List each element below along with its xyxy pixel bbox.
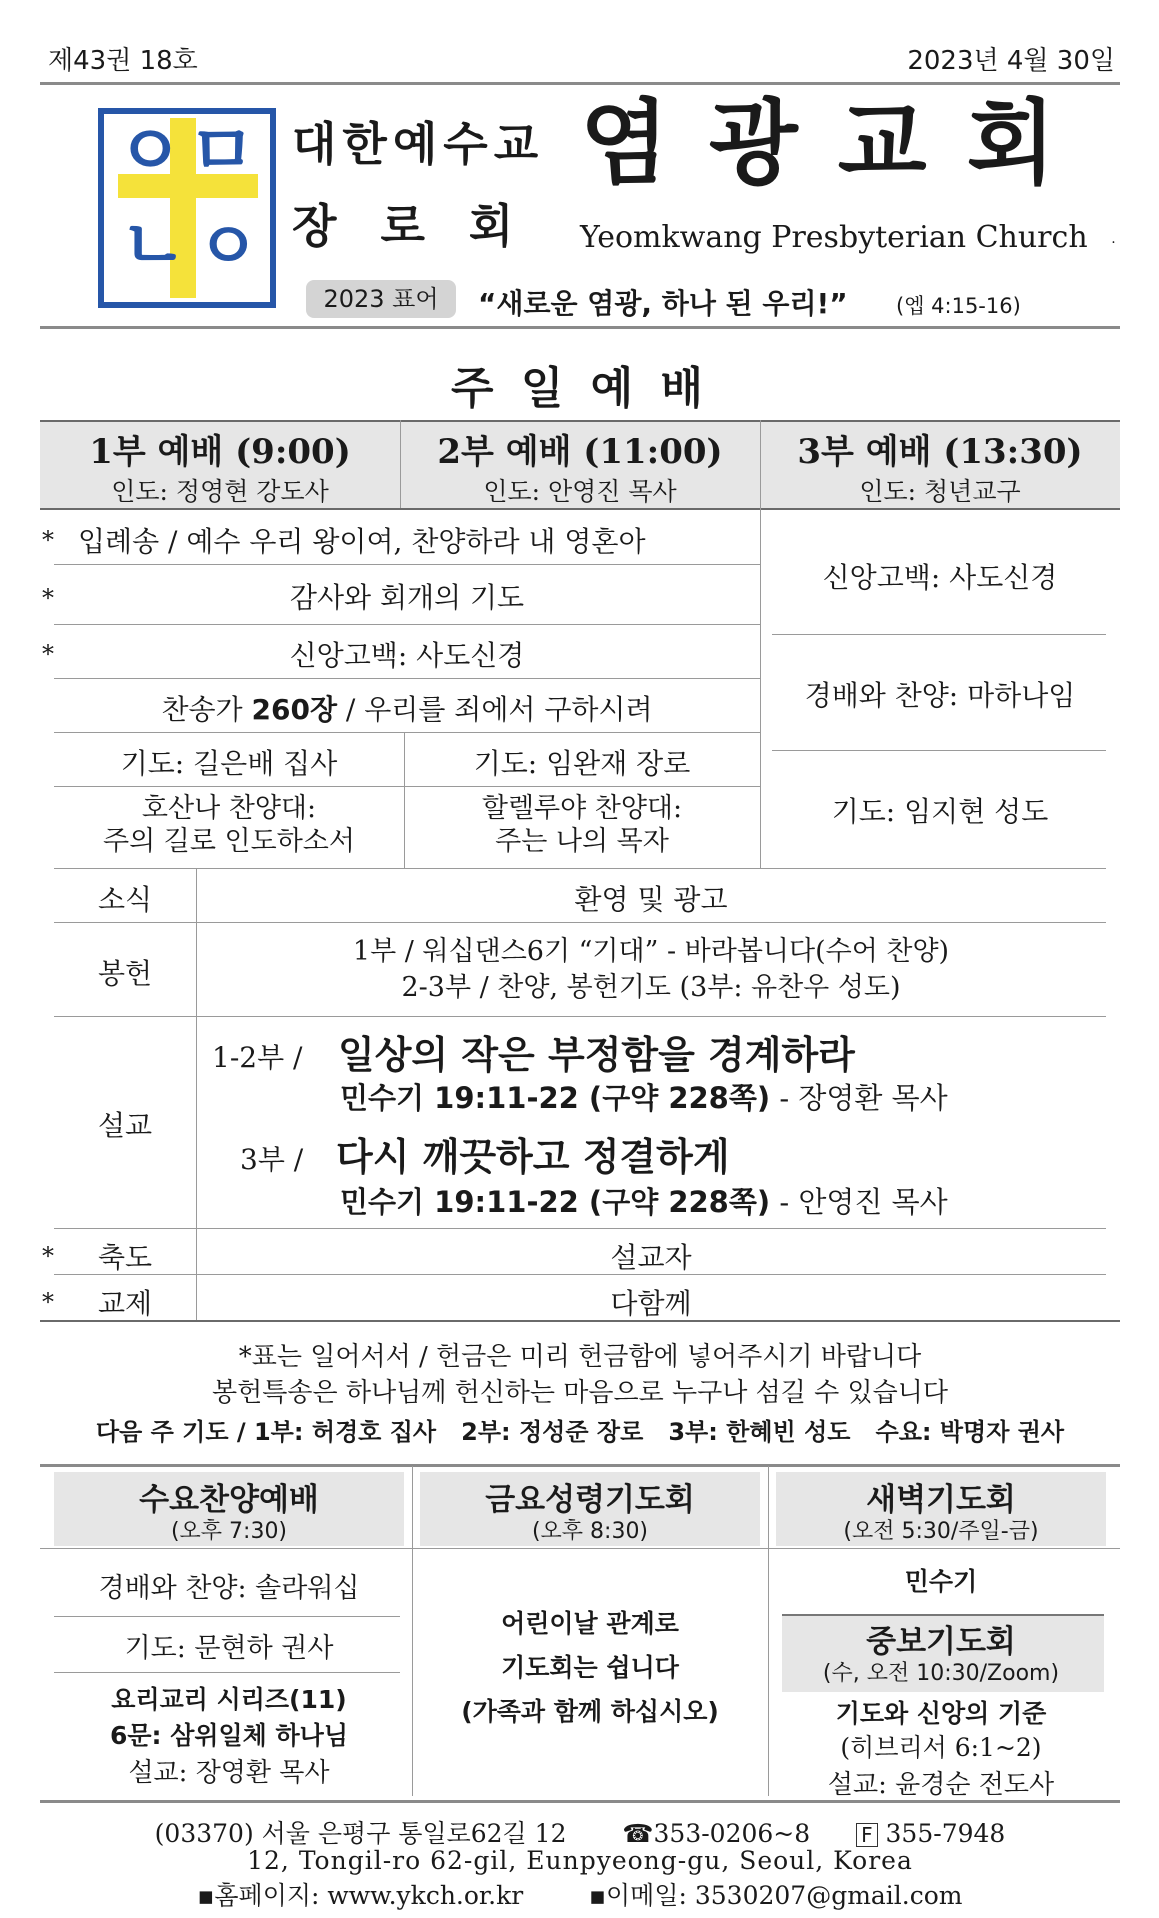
intercession-title: 중보기도회 (866, 1624, 1016, 1660)
motto-text: “새로운 염광, 하나 된 우리!” (478, 287, 848, 320)
intercession-ref: (히브리서 6:1~2) (840, 1733, 1042, 1762)
divider (54, 1228, 1106, 1229)
sermon-1-preacher: - 장영환 목사 (770, 1081, 948, 1115)
order-prayer-confession: 감사와 회개의 기도 (289, 581, 525, 614)
order-prayer-2: 기도: 임완재 장로 (473, 747, 691, 780)
intercession-preacher: 설교: 윤경순 전도사 (827, 1770, 1055, 1800)
wed-preacher: 설교: 장영환 목사 (128, 1758, 330, 1788)
divider (54, 732, 760, 733)
fellowship-label: 교제 (97, 1287, 153, 1320)
hymn-prefix: 찬송가 (161, 693, 252, 726)
divider (54, 678, 760, 679)
sermon-1-scripture (340, 1076, 948, 1117)
church-name: 염 광 교 회 (580, 90, 1060, 197)
offering-label: 봉헌 (97, 957, 153, 990)
service-1-title: 1부 예배 (9:00) (89, 432, 351, 472)
divider (772, 634, 1106, 635)
intercession-time: (수, 오전 10:30/Zoom) (822, 1661, 1060, 1686)
fellowship-text: 다함께 (610, 1287, 692, 1320)
service-3-title: 3부 예배 (13:30) (797, 432, 1083, 472)
sermon-2-preacher: - 안영진 목사 (770, 1185, 948, 1219)
footer-fax: 355-7948 (885, 1819, 1006, 1848)
third-service-worship: 경배와 찬양: 마하나임 (804, 679, 1076, 712)
sermon-2-ref: 민수기 19:11-22 (구약 228쪽) (340, 1185, 771, 1219)
divider (40, 1800, 1120, 1803)
divider (54, 1616, 400, 1617)
benediction-label: 축도 (97, 1241, 153, 1274)
footer-address-en: 12, Tongil-ro 62-gil, Eunpyeong-gu, Seoul, Korea (247, 1846, 913, 1875)
homepage-link[interactable]: ▪홈페이지: www.ykch.or.kr (197, 1881, 524, 1910)
fri-notice-2: 기도회는 쉽니다 (501, 1653, 679, 1682)
order-star: * (42, 526, 54, 554)
sermon-2-title: 다시 깨끗하고 정결하게 (336, 1135, 730, 1179)
dawn-time: (오전 5:30/주일-금) (843, 1519, 1039, 1544)
news-text: 환영 및 광고 (574, 883, 728, 916)
wed-series: 요리교리 시리즈(11) (111, 1685, 347, 1714)
logo-letter-3: ㄴ (120, 204, 188, 286)
wed-worship: 경배와 찬양: 솔라워십 (98, 1573, 360, 1604)
third-service-creed: 신앙고백: 사도신경 (822, 561, 1058, 594)
order-prayer-1: 기도: 길은배 집사 (120, 747, 338, 780)
motto-reference: (엡 4:15-16) (896, 294, 1021, 318)
fri-notice-3: (가족과 함께 하십시오) (461, 1697, 719, 1726)
email-link[interactable]: ▪이메일: 3530207@gmail.com (589, 1881, 963, 1910)
order-star: * (42, 1288, 54, 1316)
note-special-song: 봉헌특송은 하나님께 헌신하는 마음으로 누구나 섬길 수 있습니다 (212, 1378, 948, 1408)
divider (40, 326, 1120, 329)
logo-letter-2: ㅁ (188, 110, 256, 192)
footer-links (40, 1876, 1120, 1912)
order-star: * (42, 1242, 54, 1270)
divider (40, 1548, 1120, 1549)
service-2-leader: 인도: 안영진 목사 (483, 477, 677, 506)
fri-title: 금요성령기도회 (485, 1482, 695, 1518)
church-english-tail: · (1111, 235, 1116, 251)
sermon-label: 설교 (97, 1109, 153, 1142)
footer-contact (40, 1814, 1120, 1850)
divider (54, 1016, 1106, 1017)
service-2-title: 2부 예배 (11:00) (437, 432, 723, 472)
news-label: 소식 (97, 883, 153, 916)
order-opening-song: 입례송 / 예수 우리 왕이여, 찬양하라 내 영혼아 (78, 525, 646, 558)
phone-icon: ☎ (622, 1819, 654, 1848)
choir-1-song: 주의 길로 인도하소서 (103, 826, 355, 857)
hymn-title: / 우리를 죄에서 구하시려 (337, 693, 653, 726)
order-hymn (54, 688, 760, 728)
choir-1-name: 호산나 찬양대: (141, 793, 317, 824)
divider (54, 624, 760, 625)
wed-prayer: 기도: 문현하 권사 (124, 1633, 334, 1664)
footer-phone: 353-0206~8 (653, 1819, 811, 1848)
church-english-name (580, 220, 1116, 255)
next-week-prayer: 다음 주 기도 / 1부: 허경호 집사 2부: 정성준 장로 3부: 한혜빈 성도 수요: 박명자 권사 (95, 1418, 1065, 1446)
hymn-number: 260장 (251, 693, 337, 726)
choir-2-name: 할렐루야 찬양대: (481, 793, 683, 824)
wed-topic: 6문: 삼위일체 하나님 (109, 1721, 348, 1750)
wed-time: (오후 7:30) (170, 1519, 288, 1544)
order-star: * (42, 584, 54, 612)
divider (54, 1672, 400, 1673)
logo-letter-1: ㅇ (116, 110, 184, 192)
footer-address: (03370) 서울 은평구 통일로62길 12 (154, 1819, 567, 1848)
divider (40, 508, 1120, 510)
choir-1 (54, 792, 404, 858)
benediction-text: 설교자 (610, 1241, 692, 1274)
sermon-1-ref: 민수기 19:11-22 (구약 228쪽) (340, 1081, 771, 1115)
divider (54, 786, 760, 787)
offering-line-2: 2-3부 / 찬양, 봉헌기도 (3부: 유찬우 성도) (401, 972, 901, 1003)
section-title: 주 일 예 배 (451, 363, 709, 414)
issue-date: 2023년 4월 30일 (907, 46, 1115, 76)
divider (54, 564, 760, 565)
sermon-1-title: 일상의 작은 부정함을 경계하라 (338, 1033, 855, 1077)
service-3-leader: 인도: 청년교구 (859, 477, 1021, 506)
service-1-leader: 인도: 정영현 강도사 (111, 477, 329, 506)
dawn-book: 민수기 (904, 1567, 978, 1596)
sermon-2-scripture (340, 1180, 948, 1221)
note-standing: *표는 일어서서 / 헌금은 미리 헌금함에 넣어주시기 바랍니다 (238, 1342, 922, 1372)
choir-2-song: 주는 나의 목자 (495, 826, 669, 857)
choir-2 (404, 792, 760, 858)
sermon-1-part: 1-2부 / (212, 1041, 303, 1074)
divider (54, 922, 1106, 923)
offering-text (196, 934, 1106, 1006)
divider (768, 1466, 769, 1796)
divider (412, 1466, 413, 1796)
motto-badge: 2023 표어 (306, 280, 456, 318)
denomination-line1: 대한예수교 (292, 117, 545, 171)
church-english: Yeomkwang Presbyterian Church (580, 220, 1088, 255)
issue-number: 제43권 18호 (48, 46, 198, 76)
third-service-prayer: 기도: 임지현 성도 (831, 795, 1049, 828)
order-star: * (42, 640, 54, 668)
intercession-topic: 기도와 신앙의 기준 (835, 1699, 1047, 1728)
wed-title: 수요찬양예배 (139, 1482, 319, 1518)
sermon-2-part: 3부 / (240, 1143, 304, 1176)
logo-letter-4: ㅇ (196, 208, 260, 285)
offering-line-1: 1부 / 워십댄스6기 “기대” - 바라봅니다(수어 찬양) (352, 936, 950, 967)
divider (40, 82, 1120, 85)
fax-icon: F (856, 1823, 878, 1847)
divider (40, 1464, 1120, 1467)
divider (772, 750, 1106, 751)
divider (40, 420, 1120, 422)
order-creed: 신앙고백: 사도신경 (289, 639, 525, 672)
denomination-line2: 장 로 회 (292, 199, 528, 253)
church-logo (98, 108, 276, 308)
dawn-title: 새벽기도회 (866, 1482, 1016, 1518)
fri-notice-1: 어린이날 관계로 (501, 1609, 679, 1638)
divider (54, 868, 1106, 869)
fri-time: (오후 8:30) (531, 1519, 649, 1544)
